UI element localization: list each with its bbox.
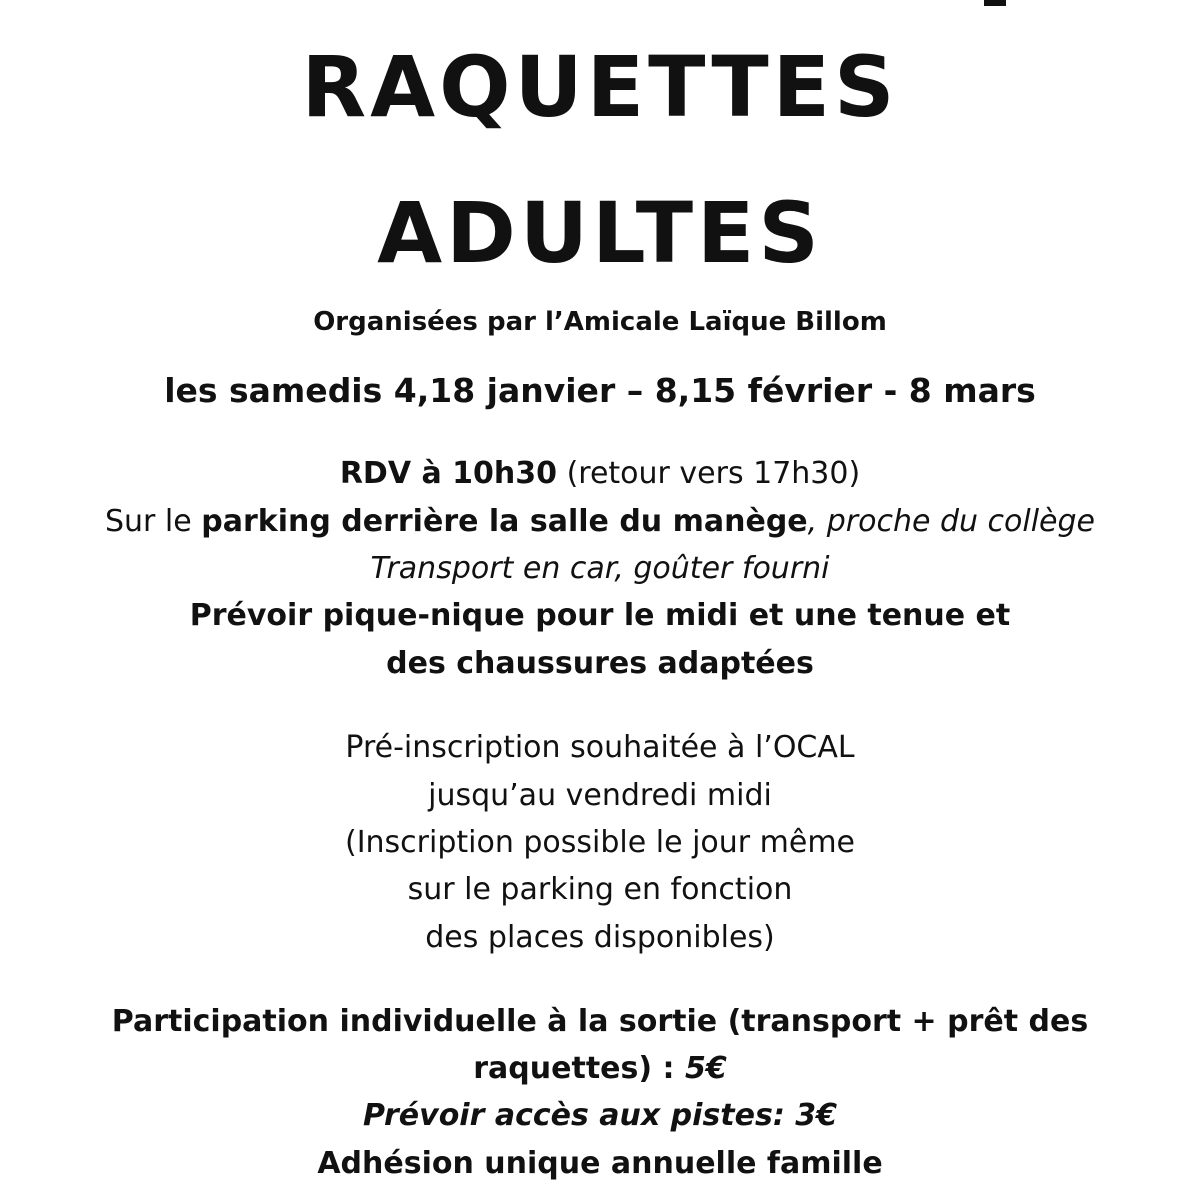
pricing-line-2 [0,1049,1200,1089]
place-location: parking derrière la salle du manège [201,504,808,539]
bring-line-1: Prévoir pique-nique pour le midi et une tenue et [189,598,1011,633]
corner-mark [984,0,1006,6]
registration-line-5: des places disponibles) [425,920,775,955]
bring-line-2: des chaussures adaptées [386,646,814,681]
dates-text: les samedis 4,18 janvier – 8,15 février - 8 mars [164,371,1036,410]
registration-line-2: jusqu’au vendredi midi [428,778,772,813]
pricing-line-3: Prévoir accès aux pistes: 3€ [362,1098,838,1133]
rdv-return: (retour vers 17h30) [557,456,861,491]
pricing-label: raquettes) : [473,1051,685,1086]
pricing-line-4: Adhésion unique annuelle famille [317,1146,883,1181]
pricing-price: 5€ [684,1051,727,1086]
place-prefix: Sur le [104,504,202,539]
title-line-1: RAQUETTES [301,38,899,136]
title-line-2: ADULTES [377,184,823,282]
registration-line-1: Pré-inscription souhaitée à l’OCAL [345,730,855,765]
rdv-line [0,454,1200,494]
registration-line-4: sur le parking en fonction [407,872,793,907]
transport-line: Transport en car, goûter fourni [370,551,830,586]
organizer-text: Organisées par l’Amicale Laïque Billom [313,307,887,337]
place-suffix: , proche du collège [807,504,1096,539]
pricing-line-1: Participation individuelle à la sortie (transport + prêt des [111,1004,1089,1039]
place-line [0,502,1200,542]
rdv-time: RDV à 10h30 [339,456,558,491]
registration-line-3: (Inscription possible le jour même [344,825,856,860]
